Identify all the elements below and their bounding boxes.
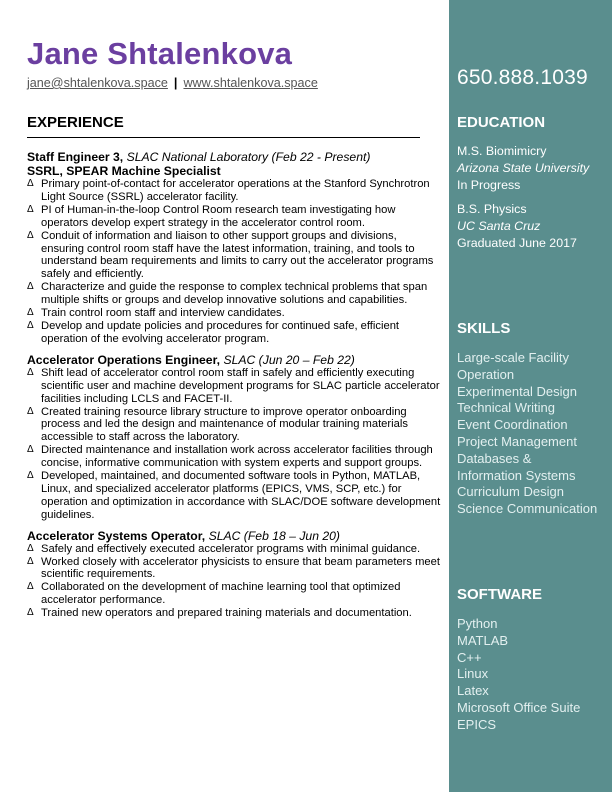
bullet-item: Δ Trained new operators and prepared training materials and documentation. [27,607,442,620]
experience-heading: EXPERIENCE [27,114,124,131]
software-item: MATLAB [457,632,509,648]
school: Arizona State University [457,160,590,175]
software-item: Microsoft Office Suite [457,699,581,715]
job-title: Accelerator Operations Engineer, [27,352,221,367]
bullet-item: Δ Train control room staff and interview candidates. [27,307,442,320]
job-bullets [27,178,442,346]
experience-section [27,150,442,620]
job-entry [27,529,442,620]
job-bullets [27,543,442,620]
software-heading: SOFTWARE [457,586,542,603]
job-title-line [27,353,442,367]
skills-heading: SKILLS [457,320,511,337]
bullet-item: Δ Created training resource library structure to improve operator onboarding process and led the design and maintenance of modular training materials accessible to staff across the laboratory. [27,406,442,445]
job-title: Accelerator Systems Operator, [27,528,206,543]
job-entry [27,150,442,346]
degree-status: In Progress [457,177,521,192]
skill-item: Large-scale Facility Operation [457,350,569,382]
bullet-item: Δ Directed maintenance and installation work across accelerator facilities through concise, informative communication with system experts and support groups. [27,444,442,470]
skill-item: Technical Writing [457,400,556,416]
education-heading: EDUCATION [457,114,546,131]
skill-item: Project Management [457,433,577,449]
bullet-item: Δ Conduit of information and liaison to other support groups and divisions, ensuring control room staff have the latest information, training, and tools to understand beam requirements and limits to carry out the accelerator programs safely and efficiently. [27,230,442,282]
bullet-item: Δ Collaborated on the development of machine learning tool that optimized accelerator performance. [27,581,442,607]
skill-item: Experimental Design [457,383,577,399]
software-list [457,616,609,734]
bullet-item: Δ Worked closely with accelerator physicists to ensure that beam parameters meet scientific requirements. [27,556,442,582]
software-item: C++ [457,649,482,665]
job-org-dates: SLAC (Jun 20 – Feb 22) [223,352,355,367]
job-title-line [27,529,442,543]
job-title: Staff Engineer 3, [27,150,124,164]
sidebar [449,0,612,792]
education-entry [457,201,607,251]
skill-item: Databases & Information Systems [457,450,576,483]
job-org-dates: SLAC National Laboratory (Feb 22 - Present) [126,150,371,164]
job-title-line [27,150,442,164]
degree: B.S. Physics [457,202,527,216]
resume-name: Jane Shtalenkova [27,36,293,71]
bullet-item: Δ Developed, maintained, and documented software tools in Python, MATLAB, Linux, and specialized accelerator platforms (EPICS, VMS, SCP, etc.) for operation and optimization in accordance with SLAC/DOE software development guidelines. [27,470,442,522]
degree-status: Graduated June 2017 [457,235,577,250]
software-item: EPICS [457,716,497,732]
job-entry [27,353,442,522]
bullet-item: Δ Develop and update policies and procedures for continued safe, efficient operation of the evolving accelerator program. [27,320,442,346]
skill-item: Curriculum Design [457,484,564,500]
bullet-item: Δ Shift lead of accelerator control room staff in safely and efficiently executing scientific user and machine development programs for SLAC particle accelerator facilities including LCLS and FACET-II. [27,367,442,406]
phone-number: 650.888.1039 [457,66,588,89]
skill-item: Event Coordination [457,417,568,433]
bullet-item: Δ Characterize and guide the response to complex technical problems that span multiple shifts or groups and develop innovative solutions and capabilities. [27,281,442,307]
software-item: Python [457,616,498,631]
software-item: Latex [457,683,489,699]
bullet-item: Δ Primary point-of-contact for accelerator operations at the Stanford Synchrotron Light Source (SSRL) accelerator facility. [27,178,442,204]
skills-list [457,350,609,518]
degree: M.S. Biomimicry [457,144,547,158]
website-link[interactable]: www.shtalenkova.space [183,76,318,90]
job-bullets [27,367,442,522]
bullet-item: Δ PI of Human-in-the-loop Control Room research team investigating how operators develop expert strategy in the accelerator control room. [27,204,442,230]
contact-separator: | [173,76,178,90]
skill-item: Science Communication [457,501,598,517]
bullet-item: Δ Safely and effectively executed accelerator programs with minimal guidance. [27,543,442,556]
contact-line [27,76,318,90]
job-org-dates: SLAC (Feb 18 – Jun 20) [208,528,340,543]
email-link[interactable]: jane@shtalenkova.space [27,76,168,90]
job-subtitle: SSRL, SPEAR Machine Specialist [27,164,221,178]
school: UC Santa Cruz [457,218,541,233]
education-entry [457,143,607,193]
experience-divider [27,137,420,138]
software-item: Linux [457,666,489,682]
